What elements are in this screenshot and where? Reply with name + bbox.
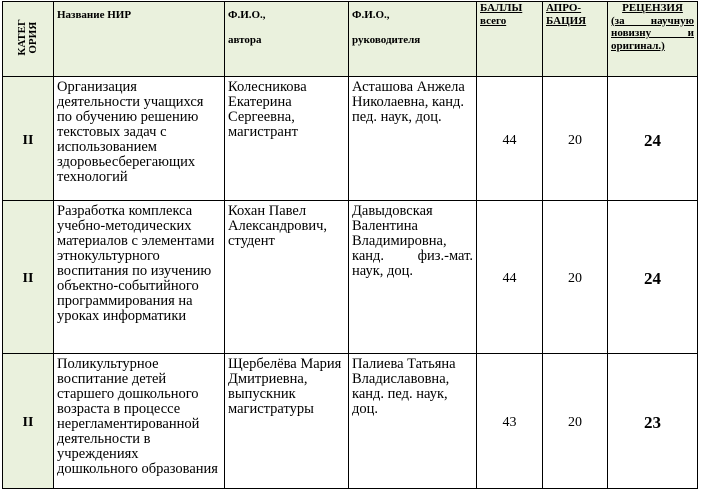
header-title-label: Название НИР <box>57 9 132 21</box>
header-approbation <box>543 2 608 77</box>
row-supervisor: Асташова Анжела Николаевна, канд. пед. наук, доц. <box>349 77 477 201</box>
row-scores: 44 <box>477 201 543 354</box>
row-author: Щербелёва Мария Дмитриевна, выпускник магистратуры <box>225 354 349 489</box>
row-supervisor: Палиева Татьяна Владиславовна, канд. пед. наук, доц. <box>349 354 477 489</box>
header-review-line1: РЕЦЕНЗИЯ <box>622 2 683 14</box>
row-author: Кохан Павел Александрович, студент <box>225 201 349 354</box>
header-author-line1: Ф.И.О., <box>228 9 266 21</box>
header-row <box>3 2 698 77</box>
header-scores <box>477 2 543 77</box>
header-title <box>54 2 225 77</box>
header-review-line2: (за научную <box>611 14 694 27</box>
row-category: II <box>3 77 54 201</box>
results-table-container <box>2 1 698 489</box>
header-review-line3: новизну и <box>611 27 694 40</box>
row-title: Организация деятельности учащихся по обучению решению текстовых задач с использованием здоровьесберегающих технологий <box>54 77 225 201</box>
results-table <box>2 1 698 489</box>
row-category: II <box>3 201 54 354</box>
table-row <box>3 201 698 354</box>
header-review-line4: оригинал.) <box>611 39 665 52</box>
header-category <box>3 2 54 77</box>
header-scores-line1: БАЛЛЫ <box>480 2 523 14</box>
header-author-line2: автора <box>228 33 262 46</box>
header-supervisor-line2: руководителя <box>352 33 421 46</box>
header-supervisor <box>349 2 477 77</box>
row-approbation: 20 <box>543 201 608 354</box>
row-title: Разработка комплекса учебно-методических материалов с элементами этнокультурного воспитания по изучению объектно-событийного программирования на уроках информатики <box>54 201 225 354</box>
header-approbation-line1: АПРО- <box>546 2 582 14</box>
row-scores: 43 <box>477 354 543 489</box>
header-approbation-line2: БАЦИЯ <box>546 14 587 27</box>
row-approbation: 20 <box>543 354 608 489</box>
row-review: 24 <box>608 77 698 201</box>
row-title: Поликультурное воспитание детей старшего дошкольного возраста в процессе нерегламентированной деятельности в учреждениях дошкольного образования <box>54 354 225 489</box>
header-author <box>225 2 349 77</box>
row-author: Колесникова Екатерина Сергеевна, магистрант <box>225 77 349 201</box>
header-review <box>608 2 698 77</box>
row-approbation: 20 <box>543 77 608 201</box>
row-scores: 44 <box>477 77 543 201</box>
row-supervisor: Давыдовская Валентина Владимировна, канд. физ.-мат. наук, доц. <box>349 201 477 354</box>
header-scores-line2: всего <box>480 14 507 27</box>
table-row <box>3 77 698 201</box>
row-review: 24 <box>608 201 698 354</box>
row-review: 23 <box>608 354 698 489</box>
header-supervisor-line1: Ф.И.О., <box>352 9 390 21</box>
table-row <box>3 354 698 489</box>
header-category-label: КАТЕГ ОРИЯ <box>16 18 39 56</box>
row-category: II <box>3 354 54 489</box>
